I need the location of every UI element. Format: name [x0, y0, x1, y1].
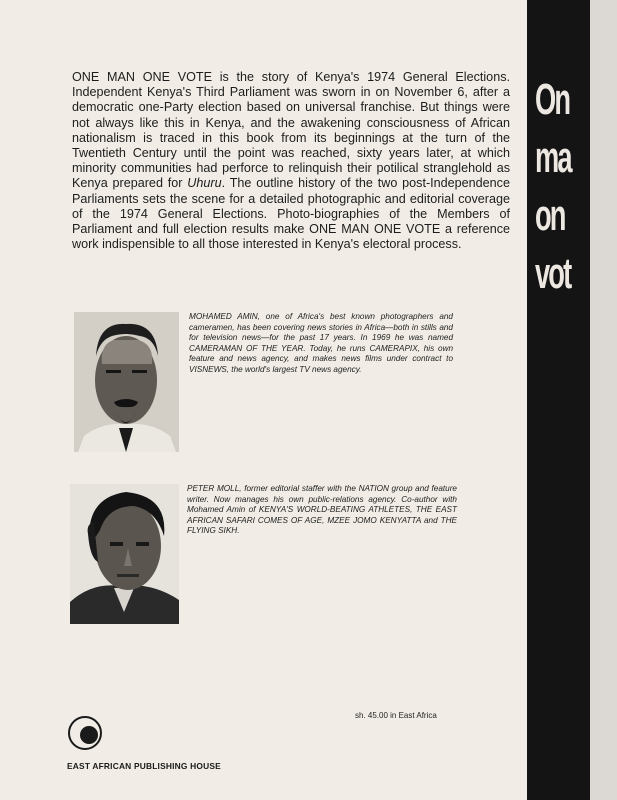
- author-bio-amin: MOHAMED AMIN, one of Africa's best known photographers and cameramen, has been covering news stories in Africa—both in stills and for television news—for the past 17 years. In 1969 he was named CAMERAMAN OF THE YEAR. Today, he runs CAMERAPIX, his own feature and news agency, and makes news films under contract to VISNEWS, the world's largest TV news agency.: [189, 312, 453, 374]
- spine-title-line-3: on: [535, 191, 565, 240]
- spine-title-line-1: On: [535, 75, 570, 124]
- spine-title-line-2: ma: [535, 133, 571, 182]
- portrait-moll-illustration: [70, 484, 179, 624]
- blurb-paragraph: [72, 70, 510, 252]
- author-photo-moll: [70, 484, 179, 624]
- author-bio-moll: PETER MOLL, former editorial staffer with the NATION group and feature writer. Now manages his own public-relations agency. Co-author with Mohamed Amin of KENYA'S WORLD-BEATING ATHLETES, THE EAST AFRICAN SAFARI COMES OF AGE, MZEE JOMO KENYATTA and THE FLYING SIKH.: [187, 484, 457, 536]
- publisher-logo: [67, 715, 103, 751]
- blurb-text-emphasis: Uhuru: [187, 176, 222, 191]
- front-cover-edge: [527, 0, 590, 800]
- page-edge: [590, 0, 617, 800]
- portrait-amin-illustration: [74, 312, 179, 452]
- blurb-text-part1: ONE MAN ONE VOTE is the story of Kenya's 1974 General Elections. Independent Kenya's Third Parliament was sworn in on November 6, after a democratic one-Party election based on universal franchise. But things were not always like this in Kenya, and the awakening consciousness of African nationalism is traced in this book from its beginnings at the turn of the Twentieth Century until the point was reached, sixty years later, at which minority communities had perforce to relinquish their potilical stranglehold as Kenya prepared for: [72, 70, 510, 191]
- author-photo-amin: [74, 312, 179, 452]
- price-label: sh. 45.00 in East Africa: [355, 711, 437, 720]
- spine-title-line-4: vot: [535, 249, 571, 298]
- publisher-name: EAST AFRICAN PUBLISHING HOUSE: [67, 761, 221, 771]
- blurb-text-part2: . The outline history of the two post-Independence Parliaments sets the scene for a detailed photographic and editorial coverage of the 1974 General Elections. Photo-biographies of the Members of Parliament and full election results make ONE MAN ONE VOTE a reference work indispensible to all those interested in Kenya's electoral process.: [72, 176, 510, 252]
